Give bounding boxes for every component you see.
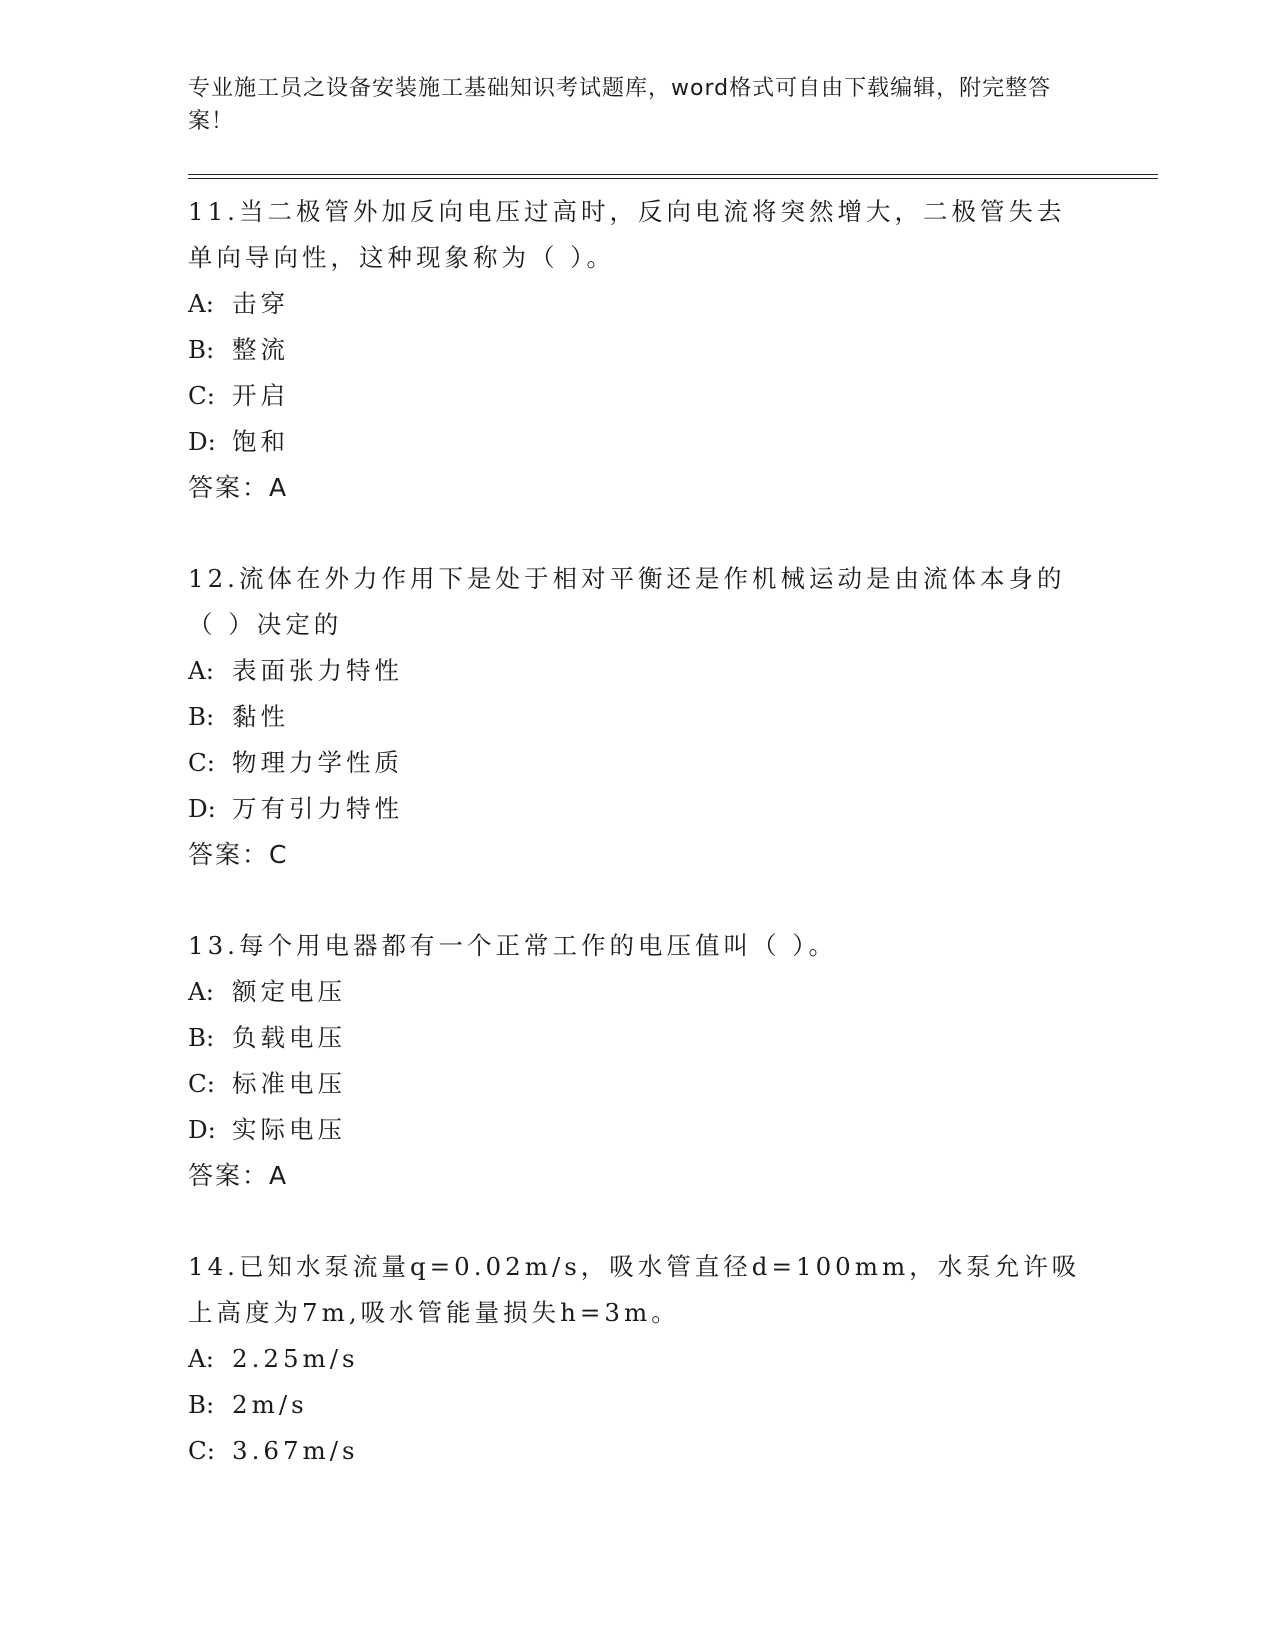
question-number: 11. — [188, 197, 239, 226]
document-header: 专业施工员之设备安装施工基础知识考试题库，word格式可自由下载编辑，附完整答案！ — [188, 76, 1052, 134]
option-text: 标准电压 — [232, 1069, 346, 1098]
option-letter: B: — [188, 1023, 215, 1052]
answer-label: 答案： — [188, 840, 270, 869]
option-letter: B: — [188, 335, 215, 364]
option-text: 2m/s — [232, 1390, 308, 1419]
option-text: 表面张力特性 — [232, 656, 403, 685]
option-letter: C: — [188, 748, 216, 777]
question-stem: 当二极管外加反向电压过高时，反向电流将突然增大，二极管失去单向导向性，这种现象称为（ ）。 — [188, 197, 1066, 272]
option-d — [188, 419, 1158, 465]
answer-value: A — [269, 1161, 289, 1190]
option-text: 整流 — [232, 335, 289, 364]
option-text: 2.25m/s — [232, 1344, 359, 1373]
option-letter: A: — [188, 289, 214, 318]
option-text: 击穿 — [232, 289, 289, 318]
question-14 — [188, 1244, 1158, 1474]
option-b — [188, 1015, 1158, 1061]
answer-line — [188, 832, 1158, 878]
option-text: 额定电压 — [232, 977, 346, 1006]
option-c — [188, 740, 1158, 786]
question-text — [188, 923, 1088, 969]
question-number: 12. — [188, 564, 239, 593]
option-text: 实际电压 — [232, 1115, 346, 1144]
answer-label: 答案： — [188, 1161, 270, 1190]
option-b — [188, 1382, 1158, 1428]
option-c — [188, 373, 1158, 419]
option-d — [188, 786, 1158, 832]
answer-label: 答案： — [188, 473, 270, 502]
answer-line — [188, 1153, 1158, 1199]
option-text: 开启 — [232, 381, 289, 410]
question-stem: 已知水泵流量q=0.02m/s，吸水管直径d=100mm，水泵允许吸上高度为7m,吸水管能量损失h=3m。 — [188, 1252, 1081, 1327]
question-number: 14. — [188, 1252, 239, 1281]
option-letter: C: — [188, 1069, 216, 1098]
question-number: 13. — [188, 931, 239, 960]
option-letter: A: — [188, 656, 214, 685]
option-letter: B: — [188, 1390, 215, 1419]
answer-value: C — [269, 840, 289, 869]
option-text: 3.67m/s — [232, 1436, 359, 1465]
option-d — [188, 1107, 1158, 1153]
header-divider — [188, 174, 1158, 179]
option-letter: B: — [188, 702, 215, 731]
option-letter: A: — [188, 977, 214, 1006]
option-text: 万有引力特性 — [232, 794, 403, 823]
option-c — [188, 1061, 1158, 1107]
option-a — [188, 648, 1158, 694]
option-letter: D: — [188, 794, 216, 823]
option-letter: C: — [188, 381, 216, 410]
answer-line — [188, 465, 1158, 511]
question-text — [188, 1244, 1088, 1336]
question-stem: 流体在外力作用下是处于相对平衡还是作机械运动是由流体本身的（ ）决定的 — [188, 564, 1066, 639]
option-text: 黏性 — [232, 702, 289, 731]
question-13 — [188, 923, 1158, 1199]
option-letter: D: — [188, 427, 216, 456]
answer-value: A — [269, 473, 289, 502]
option-c — [188, 1428, 1158, 1474]
question-11 — [188, 189, 1158, 511]
question-12 — [188, 556, 1158, 878]
option-a — [188, 1336, 1158, 1382]
option-a — [188, 969, 1158, 1015]
option-text: 饱和 — [232, 427, 289, 456]
option-b — [188, 327, 1158, 373]
option-letter: C: — [188, 1436, 216, 1465]
option-b — [188, 694, 1158, 740]
question-text — [188, 556, 1088, 648]
option-text: 负载电压 — [232, 1023, 346, 1052]
question-stem: 每个用电器都有一个正常工作的电压值叫（ ）。 — [238, 931, 838, 960]
option-letter: D: — [188, 1115, 216, 1144]
option-letter: A: — [188, 1344, 214, 1373]
question-text — [188, 189, 1088, 281]
option-a — [188, 281, 1158, 327]
option-text: 物理力学性质 — [232, 748, 403, 777]
document-page — [188, 72, 1158, 1474]
